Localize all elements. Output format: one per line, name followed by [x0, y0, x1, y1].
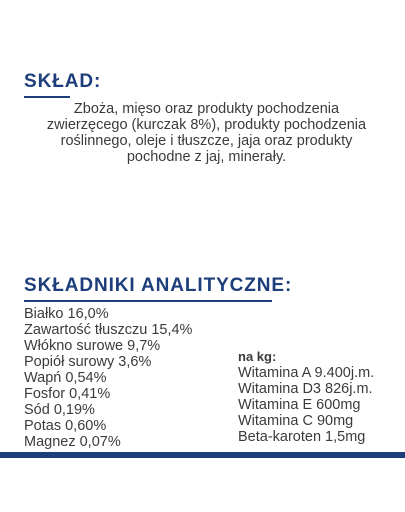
analytic-item: Włókno surowe 9,7%	[24, 338, 161, 354]
analytic-item: Zawartość tłuszczu 15,4%	[24, 322, 193, 338]
bottom-divider-bar	[0, 452, 405, 458]
analytic-item: Sód 0,19%	[24, 402, 95, 418]
vitamin-item: Witamina E 600mg	[238, 397, 361, 413]
vitamin-item: Witamina D3 826j.m.	[238, 381, 373, 397]
composition-title: SKŁAD:	[24, 71, 102, 92]
analytic-item: Magnez 0,07%	[24, 434, 121, 450]
analytic-item: Fosfor 0,41%	[24, 386, 111, 402]
composition-text	[24, 101, 389, 165]
composition-line: Zboża, mięso oraz produkty pochodzenia	[73, 101, 340, 117]
vitamin-item: Witamina C 90mg	[238, 413, 354, 429]
composition-title-underline	[24, 96, 70, 98]
analytic-title: SKŁADNIKI ANALITYCZNE:	[24, 275, 293, 296]
analytic-item: Popiół surowy 3,6%	[24, 354, 152, 370]
vitamins-heading: na kg:	[238, 349, 277, 364]
analytic-title-underline	[24, 300, 272, 302]
analytic-item: Białko 16,0%	[24, 306, 109, 322]
composition-line: roślinnego, oleje i tłuszcze, jaja oraz produkty	[60, 133, 353, 149]
analytic-item: Potas 0,60%	[24, 418, 107, 434]
vitamins-list	[238, 365, 374, 445]
vitamin-item: Witamina A 9.400j.m.	[238, 365, 375, 381]
vitamin-item: Beta-karoten 1,5mg	[238, 429, 366, 445]
analytic-constituents-list	[24, 306, 192, 450]
composition-line: zwierzęcego (kurczak 8%), produkty pochodzenia	[46, 117, 367, 133]
composition-line: pochodne z jaj, minerały.	[126, 149, 287, 165]
analytic-item: Wapń 0,54%	[24, 370, 107, 386]
